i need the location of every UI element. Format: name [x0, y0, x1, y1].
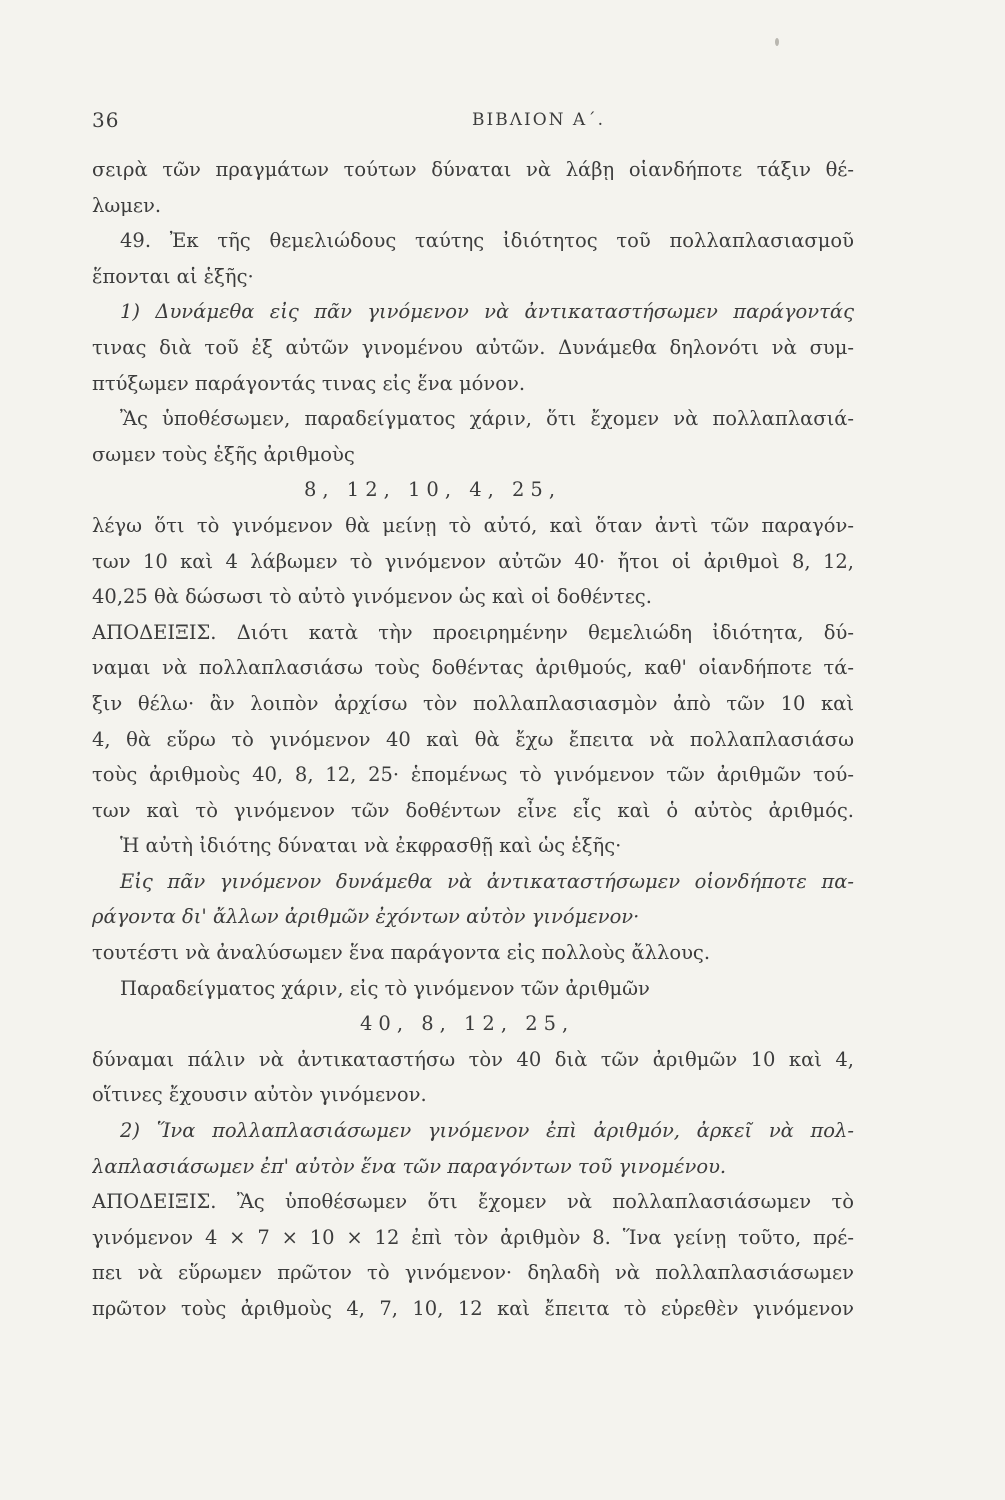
text-line: τουτέστι νὰ ἀναλύσωμεν ἕνα παράγοντα εἰς πολλοὺς ἄλλους.	[92, 941, 711, 965]
text-line: τινας διὰ τοῦ ἐξ αὐτῶν γινομένου αὐτῶν. Δυνάμεθα δηλονότι νὰ συμ-	[92, 335, 854, 359]
rule-line: ράγοντα δι' ἄλλων ἀριθμῶν ἐχόντων αὐτὸν γινόμενον·	[92, 905, 640, 929]
section-heading-line: 49. Ἐκ τῆς θεμελιώδους ταύτης ἰδιότητος τοῦ πολλαπλασιασμοῦ	[120, 229, 854, 253]
text-line: Παραδείγματος χάριν, εἰς τὸ γινόμενον τῶν ἀριθμῶν	[120, 976, 650, 1000]
proof-line: ΑΠΟΔΕΙΞΙΣ. Ἂς ὑποθέσωμεν ὅτι ἔχομεν νὰ πολλαπλασιάσωμεν τὸ	[92, 1190, 854, 1214]
text-line: των καὶ τὸ γινόμενον τῶν δοθέντων εἶνε εἷς καὶ ὁ αὐτὸς ἀριθμός.	[92, 798, 854, 822]
text-line: πρῶτον τοὺς ἀριθμοὺς 4, 7, 10, 12 καὶ ἔπειτα τὸ εὑρεθὲν γινόμενον	[92, 1297, 854, 1320]
body-text	[92, 152, 854, 1327]
rule-line: 1) Δυνάμεθα εἰς πᾶν γινόμενον νὰ ἀντικαταστήσωμεν παράγοντάς	[120, 300, 854, 324]
number-row: 8, 12, 10, 4, 25,	[304, 478, 562, 502]
text-line: πει νὰ εὕρωμεν πρῶτον τὸ γινόμενον· δηλαδὴ νὰ πολλαπλασιάσωμεν	[92, 1261, 854, 1285]
page-header	[92, 108, 892, 136]
text-line: τοὺς ἀριθμοὺς 40, 8, 12, 25· ἑπομένως τὸ γινόμενον τῶν ἀριθμῶν τού-	[92, 763, 854, 787]
rule-line: Εἰς πᾶν γινόμενον δυνάμεθα νὰ ἀντικαταστήσωμεν οἱονδήποτε πα-	[120, 869, 854, 893]
text-line: Ἂς ὑποθέσωμεν, παραδείγματος χάριν, ὅτι ἔχομεν νὰ πολλαπλασιά-	[120, 407, 854, 431]
page-number: 36	[92, 108, 120, 132]
text-line: σειρὰ τῶν πραγμάτων τούτων δύναται νὰ λάβῃ οἱανδήποτε τάξιν θέ-	[92, 158, 854, 181]
text-line: οἵτινες ἔχουσιν αὐτὸν γινόμενον.	[92, 1083, 427, 1107]
text-line: πτύξωμεν παράγοντάς τινας εἰς ἕνα μόνον.	[92, 371, 526, 395]
proof-line: ΑΠΟΔΕΙΞΙΣ. Διότι κατὰ τὴν προειρημένην θεμελιώδη ἰδιότητα, δύ-	[92, 620, 854, 644]
text-line: ἕπονται αἱ ἑξῆς·	[92, 264, 254, 288]
text-line: 40,25 θὰ δώσωσι τὸ αὐτὸ γινόμενον ὡς καὶ οἱ δοθέντες.	[92, 585, 652, 609]
text-line: σωμεν τοὺς ἑξῆς ἀριθμοὺς	[92, 442, 355, 466]
text-line: ναμαι νὰ πολλαπλασιάσω τοὺς δοθέντας ἀριθμούς, καθ' οἱανδήποτε τά-	[92, 656, 854, 680]
text-line: δύναμαι πάλιν νὰ ἀντικαταστήσω τὸν 40 διὰ τῶν ἀριθμῶν 10 καὶ 4,	[92, 1047, 854, 1071]
text-line: των 10 καὶ 4 λάβωμεν τὸ γινόμενον αὐτῶν 40· ἤτοι οἱ ἀριθμοὶ 8, 12,	[92, 549, 854, 573]
paper-speck	[775, 38, 779, 46]
text-line: 4, θὰ εὕρω τὸ γινόμενον 40 καὶ θὰ ἔχω ἔπειτα νὰ πολλαπλασιάσω	[92, 727, 854, 751]
text-line: γινόμενον 4 × 7 × 10 × 12 ἐπὶ τὸν ἀριθμὸν 8. Ἵνα γείνῃ τοῦτο, πρέ-	[92, 1225, 854, 1249]
number-row: 40, 8, 12, 25,	[360, 1012, 575, 1036]
text-line: λωμεν.	[92, 193, 162, 217]
text-line: Ἡ αὐτὴ ἰδιότης δύναται νὰ ἐκφρασθῇ καὶ ὡς ἑξῆς·	[120, 834, 622, 858]
text-line: λέγω ὅτι τὸ γινόμενον θὰ μείνῃ τὸ αὐτό, καὶ ὅταν ἀντὶ τῶν παραγόν-	[92, 513, 854, 537]
running-head: ΒΙΒΛΙΟΝ Α΄.	[472, 110, 606, 130]
rule-line: λαπλασιάσωμεν ἐπ' αὐτὸν ἕνα τῶν παραγόντων τοῦ γινομένου.	[92, 1154, 727, 1178]
text-line: ξιν θέλω· ἂν λοιπὸν ἀρχίσω τὸν πολλαπλασιασμὸν ἀπὸ τῶν 10 καὶ	[92, 691, 854, 715]
rule-line: 2) Ἵνα πολλαπλασιάσωμεν γινόμενον ἐπὶ ἀριθμόν, ἀρκεῖ νὰ πολ-	[120, 1119, 854, 1143]
